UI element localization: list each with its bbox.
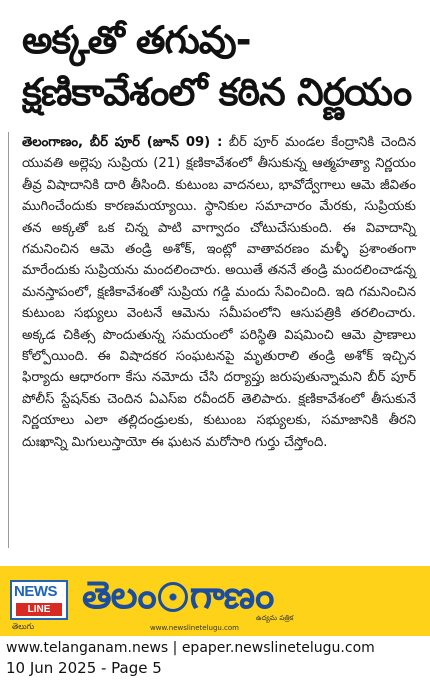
brand-url: www.newslinetelugu.com: [150, 624, 239, 632]
logo-news-text: NEWS: [14, 583, 57, 600]
brand-tagline: ఉద్యమ పత్రిక: [256, 614, 294, 622]
article-body: [22, 132, 416, 453]
telanganam-brand: [82, 572, 273, 618]
masthead-banner: [0, 566, 430, 636]
article-headline: అక్కతో తగువు-క్షణికావేశంలో కఠిన నిర్ణయం: [22, 18, 412, 114]
newsline-logo: [10, 580, 68, 620]
emblem-icon: [158, 582, 188, 612]
logo-language: తెలుగు: [12, 622, 35, 631]
logo-line-text: LINE: [16, 603, 62, 616]
brand-left-text: తెలం: [82, 573, 156, 617]
footer-urls: www.telanganam.news | epaper.newslinetelugu.com: [6, 640, 375, 656]
column-rule: [8, 132, 9, 548]
brand-right-text: గాణం: [189, 573, 274, 617]
article-text: బీర్ పూర్ మండల కేంద్రానికి చెందిన యువతి అల్లెపు సుప్రియ (21) క్షణికావేశంలో తీసుకున్న ఆత్మహత్యా నిర్ణయం తీవ్ర విషాదానికి దారి తీసింది. కుటుంబ వాదనలు, భావోద్వేగాలు ఆమె జీవితం ముగించేందుకు కారణమయ్యాయి. స్థానికుల సమాచారం మేరకు, సుప్రియకు తన అక్కతో ఒక చిన్న పాటి వాగ్వాదం చోటుచేసుకుంది. ఈ వివాదాన్ని గమనించిన ఆమె తండ్రి అశోక్, ఇంట్లో వాతావరణం మళ్ళీ ప్రశాంతంగా మారేందుకు సుప్రియను మందలించారు. అయితే తననే తండ్రి మందలించాడన్న మనస్తాపంలో, క్షణికావేశంతో సుప్రియ గడ్డి మందు సేవించింది. ఇది గమనించిన కుటుంబ సభ్యులు వెంటనే ఆమెను సమీపంలోని ఆసుపత్రికి తరలించారు. అక్కడ చికిత్స పొందుతున్న సమయంలో పరిస్థితి విషమించి ఆమె ప్రాణాలు కోల్పోయింది. ఈ విషాదకర సంఘటనపై మృతురాలి తండ్రి అశోక్ ఇచ్చిన ఫిర్యాదు ఆధారంగా కేసు నమోదు చేసి దర్యాప్తు జరుపుతున్నామని బీర్ పూర్ పోలీస్ స్టేషన్‌కు చెందిన ఏఎస్ఐ రవీందర్ తెలిపారు. క్షణికావేశంలో తీసుకునే నిర్ణయాలు ఎలా తల్లిదండ్రులకు, కుటుంబ సభ్యులకు, సమాజానికి తీరని దుఃఖాన్ని మిగులుస్తాయో ఈ ఘటన మరోసారి గుర్తు చేస్తోంది.: [22, 135, 416, 450]
footer-date-page: 10 Jun 2025 - Page 5: [6, 659, 162, 677]
article-dateline: తెలంగాణం, బీర్ పూర్ (జూన్ 09) :: [22, 135, 223, 150]
page-footer: [0, 636, 430, 689]
